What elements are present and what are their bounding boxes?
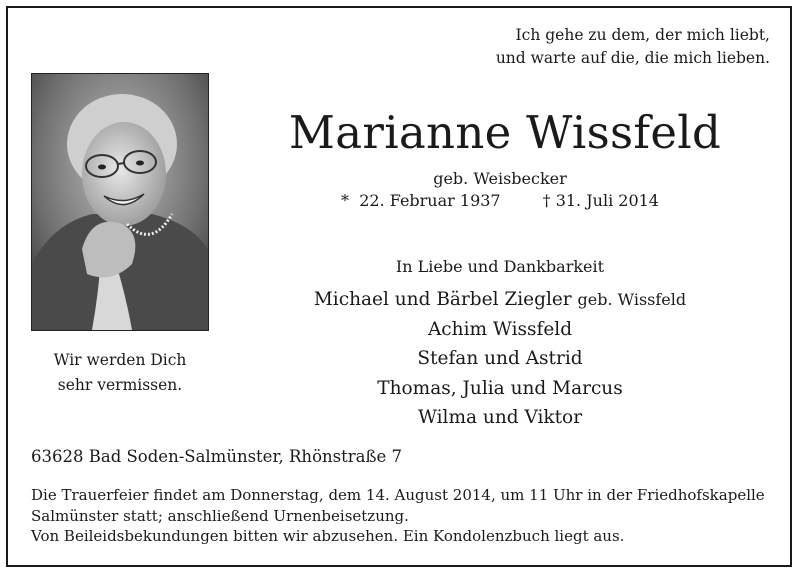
mourner-line (270, 285, 730, 315)
mourner-line: Wilma und Viktor (417, 407, 583, 428)
mourner-line: Achim Wissfeld (427, 318, 573, 340)
caption-line-2: sehr vermissen. (57, 376, 183, 394)
service-info-line-2: Salmünster statt; anschließend Urnenbeisetzung. (31, 506, 409, 525)
deceased-name: Marianne Wissfeld (288, 106, 722, 159)
mourner-line: Stefan und Astrid (417, 348, 583, 369)
mourner-line: Thomas, Julia und Marcus (377, 377, 623, 399)
service-info-line-1: Die Trauerfeier findet am Donnerstag, dem 14. August 2014, um 11 Uhr in der Friedhofskapelle (31, 486, 765, 504)
address: 63628 Bad Soden-Salmünster, Rhönstraße 7 (31, 447, 402, 466)
quote-line-1: Ich gehe zu dem, der mich liebt, (515, 26, 770, 44)
death-date: † 31. Juli 2014 (542, 191, 659, 210)
mourners-list (270, 285, 730, 433)
mourners-heading: In Liebe und Dankbarkeit (395, 257, 605, 276)
service-info (31, 485, 781, 547)
birth-name: geb. Weisbecker (433, 169, 567, 188)
quote-line-2: und warte auf die, die mich lieben. (495, 49, 770, 67)
quote (470, 24, 770, 70)
service-info-line-3: Von Beileidsbekundungen bitten wir abzusehen. Ein Kondolenzbuch liegt aus. (31, 527, 625, 545)
portrait-illustration (32, 74, 208, 330)
caption (31, 348, 209, 398)
caption-line-1: Wir werden Dich (53, 351, 187, 369)
portrait-photo (31, 73, 209, 331)
mourner-names: Michael und Bärbel Ziegler (313, 289, 572, 310)
mourner-suffix: geb. Wissfeld (577, 290, 687, 309)
life-dates (300, 190, 700, 212)
birth-date: * 22. Februar 1937 (341, 191, 501, 210)
